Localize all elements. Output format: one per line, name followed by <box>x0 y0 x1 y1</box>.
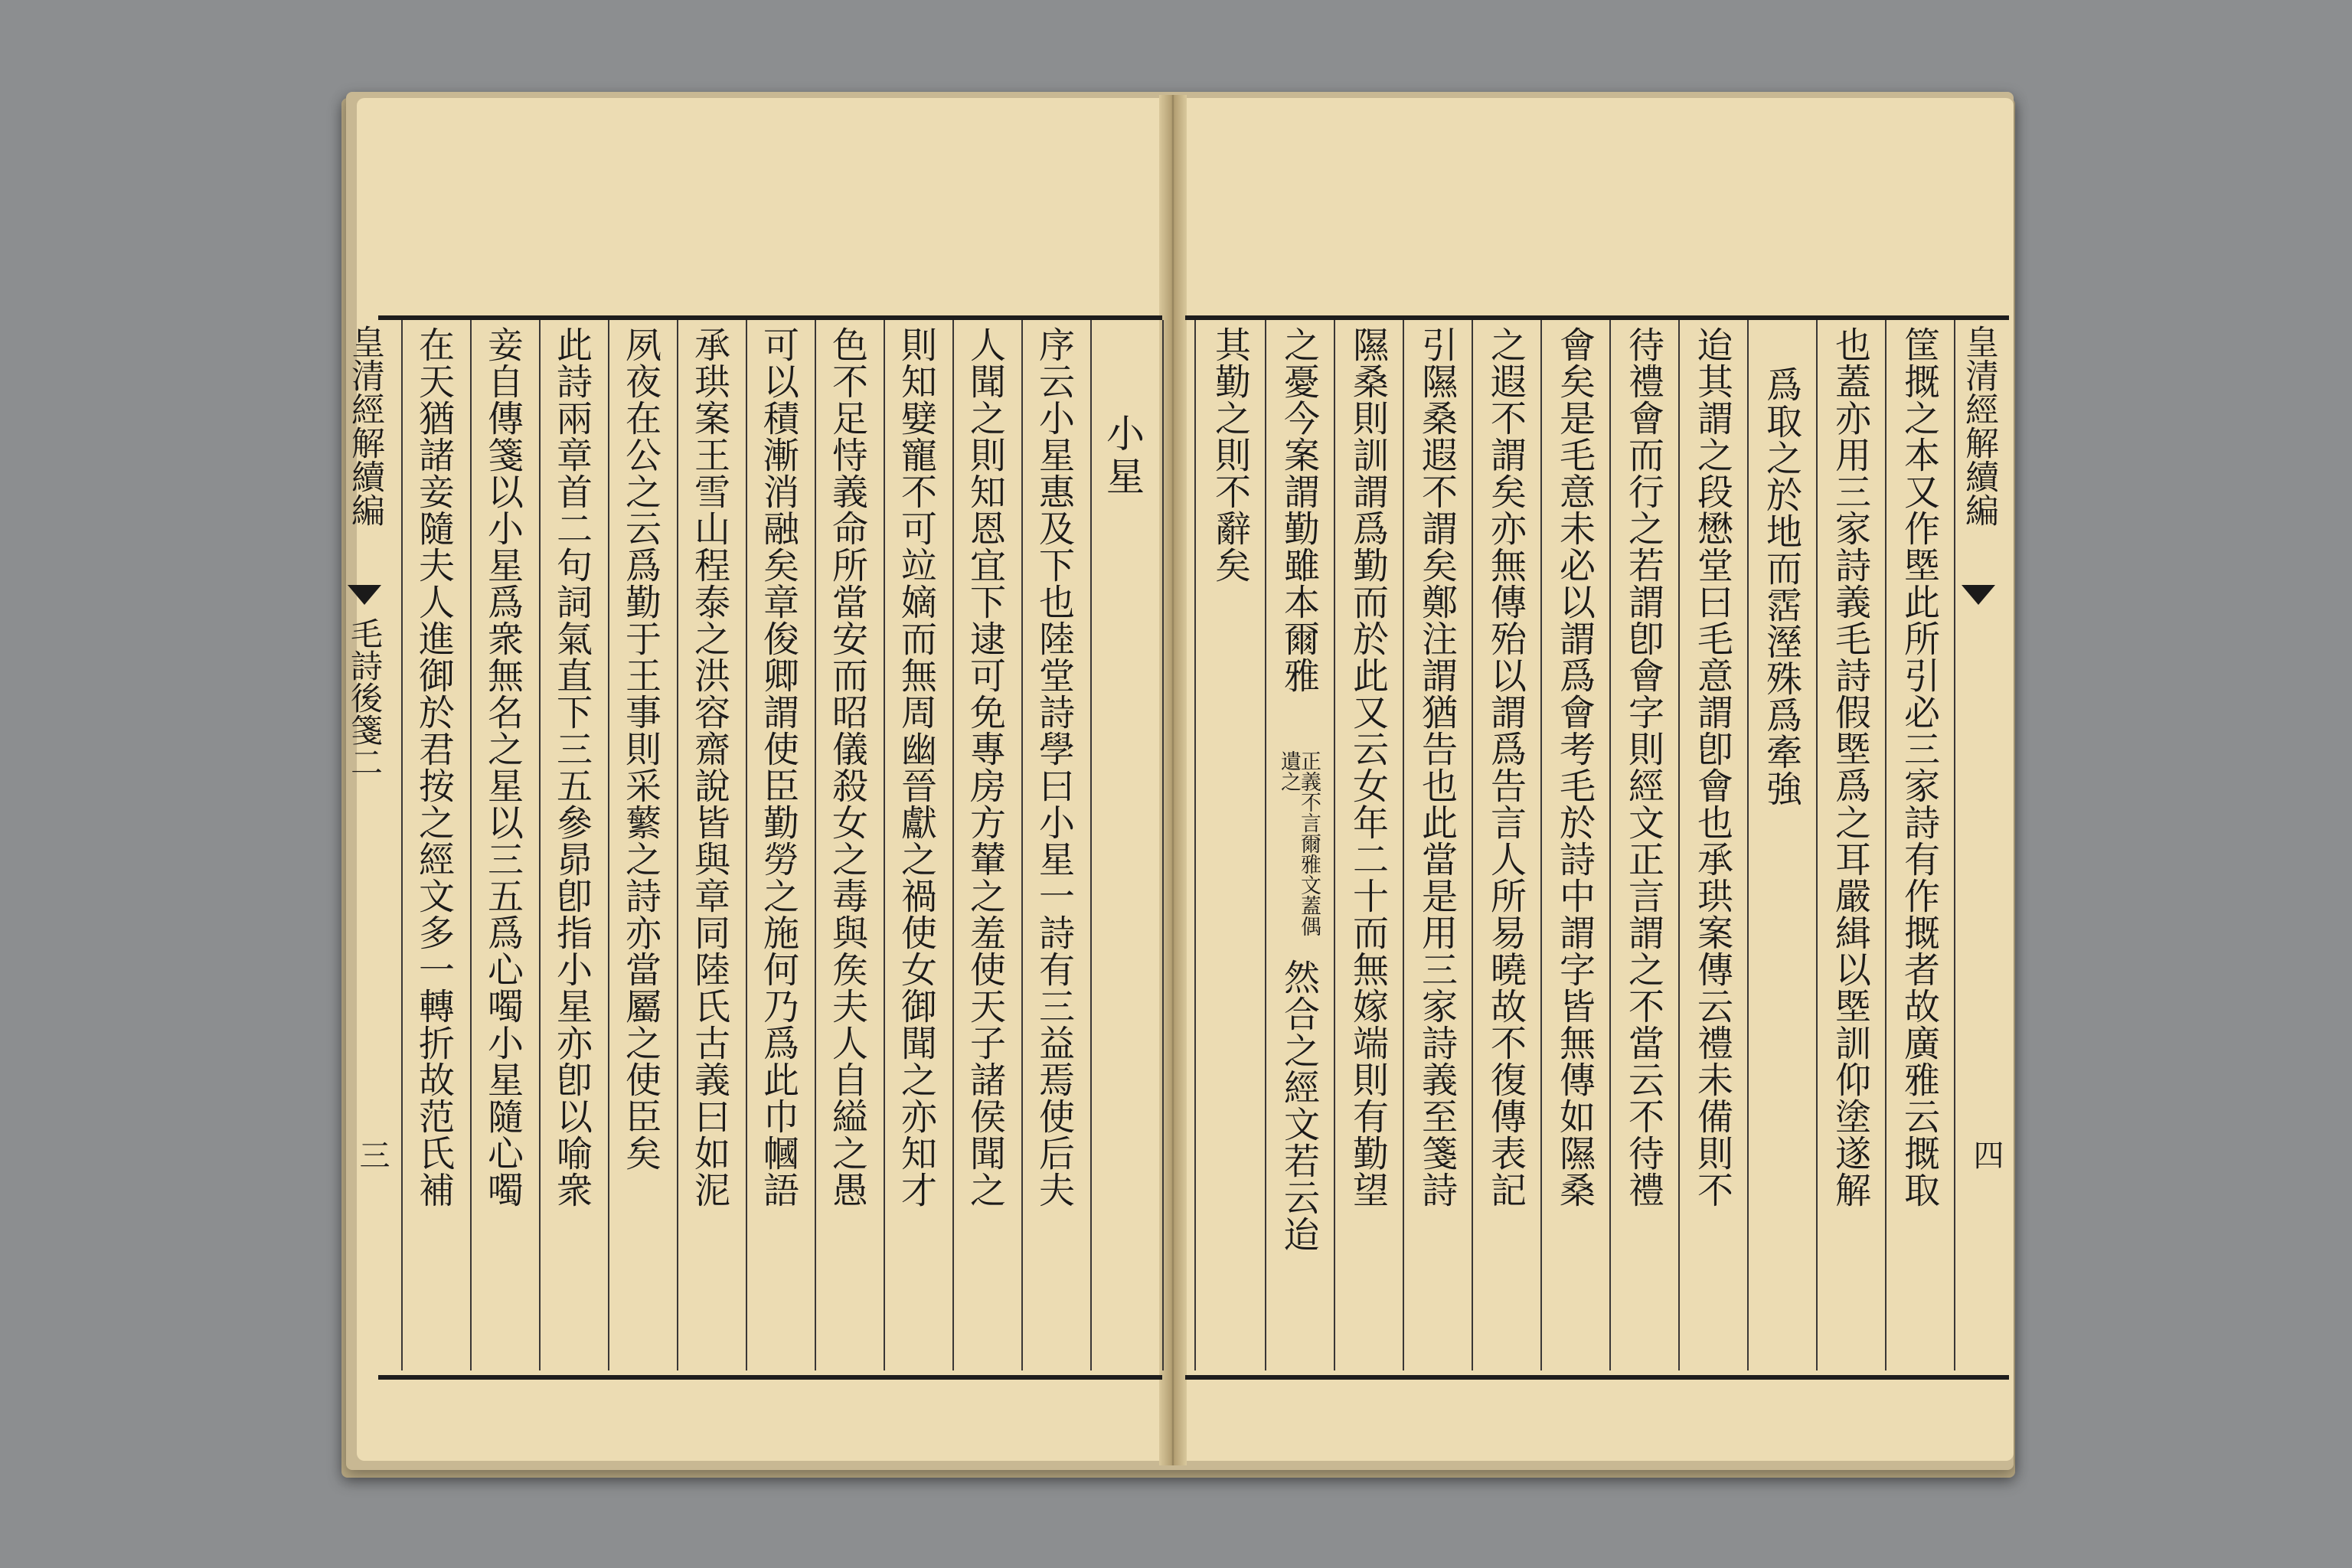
right-col-9: 隰桑則訓謂爲勤而於此又云女年二十而無嫁端則有勤望 <box>1347 326 1389 1208</box>
left-rule-6 <box>746 320 747 1370</box>
right-col-11: 其勤之則不辭矣 <box>1209 326 1251 583</box>
right-col-2: 也蓋亦用三家詩義毛詩假塈爲之耳嚴緝以塈訓仰塗遂解 <box>1829 326 1871 1208</box>
left-rule-3 <box>952 320 954 1370</box>
left-rule-10 <box>470 320 472 1370</box>
left-margin-title: 皇清經解續編 <box>345 325 384 527</box>
right-rule-2 <box>1816 320 1818 1370</box>
right-rule-8 <box>1403 320 1404 1370</box>
left-col-10: 妾自傳箋以小星爲衆無名之星以三五爲心噣小星隨心噣 <box>482 326 524 1208</box>
right-rule-9 <box>1334 320 1335 1370</box>
right-rule-6 <box>1540 320 1542 1370</box>
right-col-3: 爲取之於地而霑溼殊爲牽強 <box>1760 366 1802 807</box>
left-fish-tail <box>348 585 381 605</box>
left-col-5: 色不足恃義命所當安而昭儀殺女之毒與矦夫人自縊之愚 <box>826 326 868 1208</box>
right-col-10-main: 之憂今案謂勤雖本爾雅 <box>1278 326 1320 694</box>
right-page-number: 四 <box>1968 1139 2004 1170</box>
right-col-1: 筐摡之本又作塈此所引必三家詩有作摡者故廣雅云摡取 <box>1898 326 1940 1208</box>
left-col-1: 小星 <box>1100 413 1145 499</box>
left-col-3: 人聞之則知恩宜下逮可免專房方輦之羞使天子諸侯聞之 <box>964 326 1006 1208</box>
left-col-2: 序云小星惠及下也陸堂詩學曰小星一詩有三益焉使后夫 <box>1033 326 1075 1208</box>
left-section-label: 毛詩後箋二 <box>346 617 384 778</box>
left-rule-5 <box>815 320 816 1370</box>
left-rule-11 <box>401 320 403 1370</box>
right-col-10-note: 正義不言爾雅文蓋偶遺之 <box>1277 750 1321 936</box>
right-col-6: 會矣是毛意未必以謂爲會考毛於詩中謂字皆無傳如隰桑 <box>1553 326 1596 1208</box>
left-rule-1 <box>1090 320 1092 1370</box>
right-rule-0 <box>1954 320 1955 1370</box>
left-rule-2 <box>1021 320 1023 1370</box>
right-col-4: 迨其謂之段懋堂曰毛意謂卽會也承珙案傳云禮未備則不 <box>1691 326 1733 1208</box>
right-rule-4 <box>1678 320 1680 1370</box>
right-rule-10 <box>1265 320 1266 1370</box>
right-col-8: 引隰桑遐不謂矣鄭注謂猶告也此當是用三家詩義至箋詩 <box>1416 326 1458 1208</box>
left-col-6: 可以積漸消融矣章俊卿謂使臣勤勞之施何乃爲此巾幗語 <box>757 326 799 1208</box>
left-rule-9 <box>539 320 541 1370</box>
left-col-7: 承珙案王雪山程泰之洪容齋說皆與章同陸氏古義曰如泥 <box>688 326 730 1208</box>
right-col-7: 之遐不謂矣亦無傳殆以謂爲告言人所易曉故不復傳表記 <box>1485 326 1527 1208</box>
right-rule-5 <box>1609 320 1611 1370</box>
left-rule-8 <box>608 320 609 1370</box>
left-rule-4 <box>884 320 885 1370</box>
right-col-10-tail: 然合之經文若云迨 <box>1278 959 1320 1253</box>
right-rule-3 <box>1747 320 1749 1370</box>
right-rule-11 <box>1194 320 1196 1370</box>
right-rule-1 <box>1885 320 1886 1370</box>
left-page-number: 三 <box>354 1139 390 1170</box>
left-col-9: 此詩兩章首二句詞氣直下三五參昴卽指小星亦卽以喻衆 <box>550 326 593 1208</box>
left-col-11: 在天猶諸妾隨夫人進御於君按之經文多一轉折故范氏補 <box>413 326 455 1208</box>
left-rule-0 <box>1162 320 1164 1370</box>
right-rule-7 <box>1472 320 1473 1370</box>
left-col-8: 夙夜在公之云爲勤于王事則采蘩之詩亦當屬之使臣矣 <box>619 326 662 1171</box>
right-col-5: 待禮會而行之若謂卽會字則經文正言謂之不當云不待禮 <box>1622 326 1664 1208</box>
left-rule-7 <box>677 320 678 1370</box>
right-margin-title: 皇清經解續編 <box>1959 325 1998 527</box>
left-col-4: 則知嬖寵不可竝嫡而無周幽晉獻之禍使女御聞之亦知才 <box>895 326 937 1208</box>
right-fish-tail <box>1962 585 1995 605</box>
